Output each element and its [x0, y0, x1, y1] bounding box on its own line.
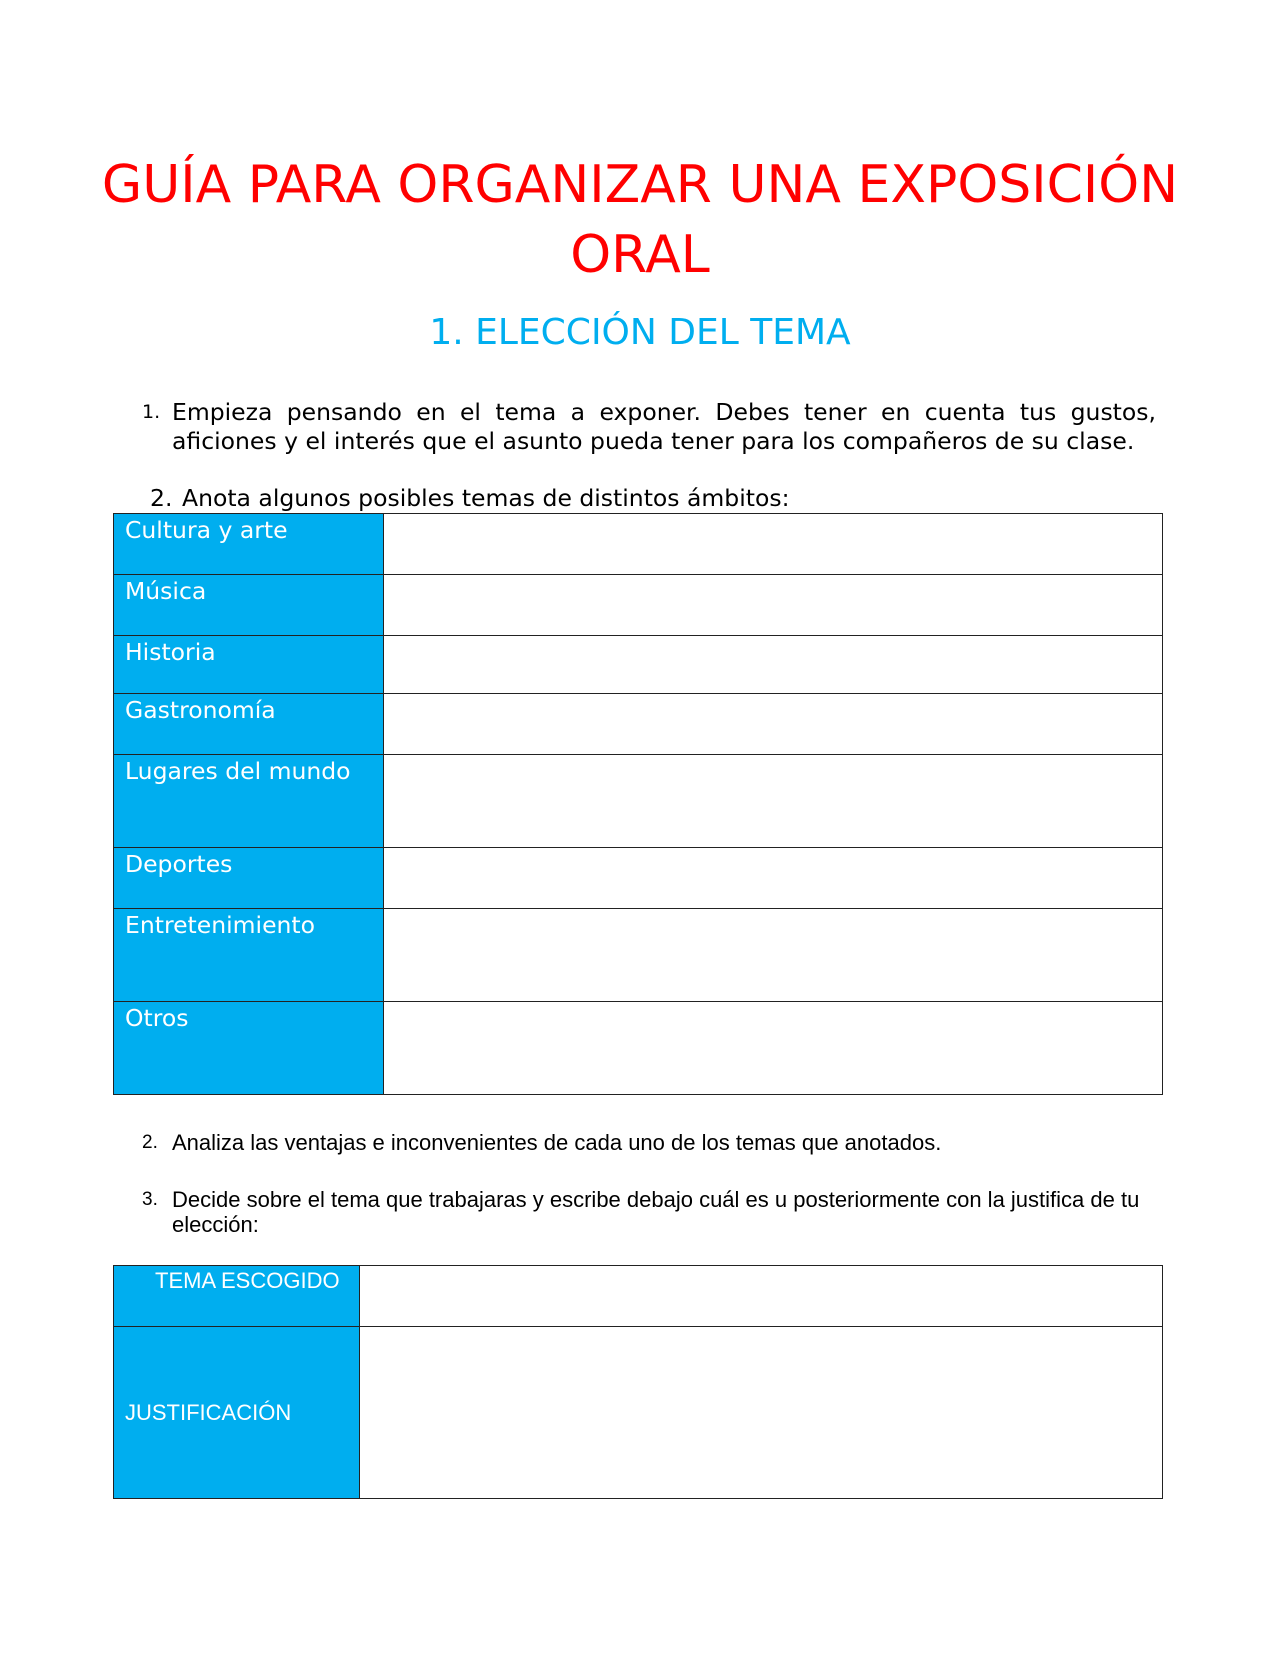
- table-row: [114, 848, 1163, 909]
- chosen-topic-field[interactable]: [360, 1266, 1163, 1327]
- choice-table: [113, 1265, 1163, 1499]
- topic-label-cultura: Cultura y arte: [114, 514, 384, 575]
- table-row: [114, 1002, 1163, 1095]
- table-row: [114, 909, 1163, 1002]
- step-text: Decide sobre el tema que trabajaras y escribe debajo cuál es u posteriormente con la justifica de tu elección:: [172, 1187, 1140, 1237]
- justification-label: JUSTIFICACIÓN: [114, 1327, 360, 1499]
- topic-answer-cell[interactable]: [384, 514, 1163, 575]
- topics-table: [113, 513, 1163, 1095]
- topic-label-historia: Historia: [114, 636, 384, 694]
- page-title: GUÍA PARA ORGANIZAR UNA EXPOSICIÓN ORAL: [101, 155, 1179, 285]
- table-row: [114, 636, 1163, 694]
- table-row: [114, 694, 1163, 755]
- table-row: [114, 1266, 1163, 1327]
- topic-answer-cell[interactable]: [384, 909, 1163, 1002]
- topic-label-entretenimiento: Entretenimiento: [114, 909, 384, 1002]
- table-row: [114, 755, 1163, 848]
- justification-field[interactable]: [360, 1327, 1163, 1499]
- table-row: [114, 1327, 1163, 1499]
- topic-label-otros: Otros: [114, 1002, 384, 1095]
- topic-label-lugares: Lugares del mundo: [114, 755, 384, 848]
- topic-label-deportes: Deportes: [114, 848, 384, 909]
- step-number: 2.: [150, 484, 173, 512]
- topic-answer-cell[interactable]: [384, 755, 1163, 848]
- topic-answer-cell[interactable]: [384, 694, 1163, 755]
- topic-label-gastronomia: Gastronomía: [114, 694, 384, 755]
- step-text: Anota algunos posibles temas de distintos ámbitos:: [182, 484, 790, 512]
- instruction-step-3-decide: [142, 1187, 1156, 1237]
- step-number: 1.: [142, 401, 161, 423]
- instruction-step-1: [142, 398, 1156, 456]
- table-row: [114, 514, 1163, 575]
- section-heading: 1. ELECCIÓN DEL TEMA: [429, 312, 851, 353]
- table-row: [114, 575, 1163, 636]
- topic-answer-cell[interactable]: [384, 1002, 1163, 1095]
- topic-answer-cell[interactable]: [384, 636, 1163, 694]
- topic-answer-cell[interactable]: [384, 575, 1163, 636]
- instruction-step-2-analyze: [142, 1130, 1156, 1155]
- step-number: 2.: [142, 1132, 158, 1153]
- step-text: Analiza las ventajas e inconvenientes de cada uno de los temas que anotados.: [172, 1130, 942, 1155]
- step-number: 3.: [142, 1189, 158, 1210]
- topic-answer-cell[interactable]: [384, 848, 1163, 909]
- chosen-topic-label: TEMA ESCOGIDO: [114, 1266, 360, 1327]
- step-text: Empieza pensando en el tema a exponer. Debes tener en cuenta tus gustos, aficiones y el interés que el asunto pueda tener para los compañeros de su clase.: [172, 398, 1156, 455]
- instruction-step-2-topics: [150, 484, 1150, 513]
- topic-label-musica: Música: [114, 575, 384, 636]
